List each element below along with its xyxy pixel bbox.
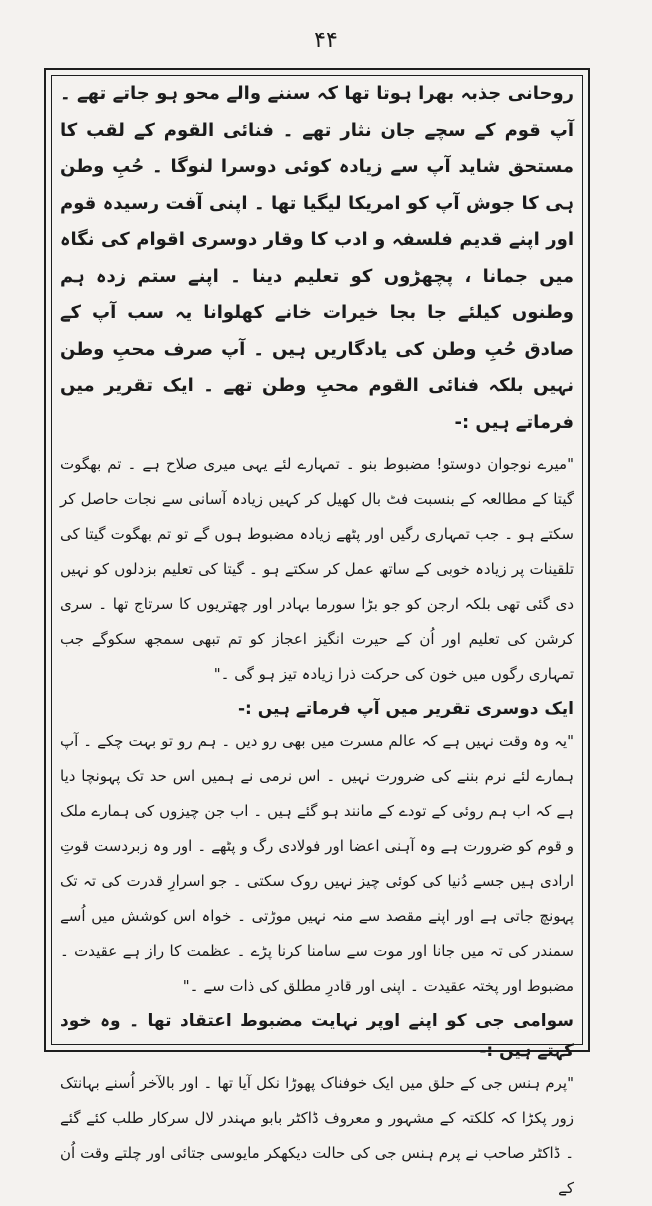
heading-self-belief: سوامی جی کو اپنے اوپر نہایت مضبوط اعتقاد تھا ۔ وہ خود کہتے ہیں :- <box>60 1011 574 1061</box>
quote-second-speech: "یہ وہ وقت نہیں ہے کہ عالم مسرت میں بھی رو دیں ۔ ہم رو تو بہت چکے ۔ آپ ہمارے لئے نرم بننے کی ضرورت نہیں ۔ اس نرمی نے ہمیں اس حد تک پہونچا دیا ہے کہ اب ہم روئی کے تودے کے مانند ہو گئے ہیں ۔ اب جن چیزوں کی ہمارے ملک و قوم کو ضرورت ہے وہ آہنی اعضا اور فولادی رگ و پٹھے ۔ اور وہ زبردست قوتِ ارادی ہیں جسے دُنیا کی کوئی چیز نہیں روک سکتی ۔ جو اسرارِ قدرت کی تہ تک پہونچ جاتی ہے اور اپنے مقصد سے منہ نہیں موڑتی ۔ خواہ اس کوشش میں اُسے سمندر کی تہ میں جانا اور موت سے سامنا کرنا پڑے ۔ عظمت کا راز ہے عقیدت ۔ مضبوط اور پختہ عقیدت ۔ اپنی اور قادرِ مطلق کی ذات سے ۔" <box>60 732 574 995</box>
quote-paramhans: "پرم ہنس جی کے حلق میں ایک خوفناک پھوڑا نکل آیا تھا ۔ اور بالآخر اُسنے بہانتک زور پکڑا کہ کلکتہ کے مشہور و معروف ڈاکٹر بابو مہندر لال سرکار طلب کئے گئے ۔ ڈاکٹر صاحب نے پرم ہنس جی کی حالت دیکھکر مایوسی جتائی اور چلتے وقت اُن کے <box>60 1074 574 1197</box>
page-body <box>60 76 574 1197</box>
heading-second-speech: ایک دوسری تقریر میں آپ فرماتے ہیں :- <box>237 699 574 719</box>
page-number: ۴۴ <box>314 28 338 53</box>
paragraph-biography: روحانی جذبہ بھرا ہوتا تھا کہ سننے والے محو ہو جاتے تھے ۔ آپ قوم کے سچے جان نثار تھے ۔ فنائی القوم کے لقب کا مستحق شاید آپ سے زیادہ کوئی دوسرا لنوگا ۔ حُبِ وطن ہی کا جوش آپ کو امریکا لیگیا تھا ۔ اپنی آفت رسیدہ قوم اور اپنے قدیم فلسفہ و ادب کا وقار دوسری اقوام کی نگاہ میں جمانا ، پچھڑوں کو تعلیم دینا ۔ اپنے ستم زدہ ہم وطنوں کیلئے جا بجا خیرات خانے کھلوانا یہ سب آپ کے صادق حُبِ وطن کی یادگاریں ہیں ۔ آپ صرف محبِ وطن نہیں بلکہ فنائی القوم محبِ وطن تھے ۔ ایک تقریر میں فرماتے ہیں :- <box>60 83 574 433</box>
quote-first-speech: "میرے نوجوان دوستو! مضبوط بنو ۔ تمہارے لئے یہی میری صلاح ہے ۔ تم بھگوت گیتا کے مطالعہ کے بنسبت فٹ بال کھیل کر کہیں زیادہ آسانی سے نجات حاصل کر سکتے ہو ۔ جب تمہاری رگیں اور پٹھے زیادہ مضبوط ہوں گے تو تم بھگوت گیتا کی تلقینات پر زیادہ خوبی کے ساتھ عمل کر سکتے ہو ۔ گیتا کی تعلیم بزدلوں کو نہیں دی گئی تھی بلکہ ارجن کو جو بڑا سورما بہادر اور چھتریوں کا سرتاج تھا ۔ سری کرشن کی تعلیم اور اُن کے حیرت انگیز اعجاز کو تم تبھی سمجھ سکوگے جب تمہاری رگوں میں خون کی حرکت ذرا زیادہ تیز ہو گی ۔" <box>60 455 574 683</box>
